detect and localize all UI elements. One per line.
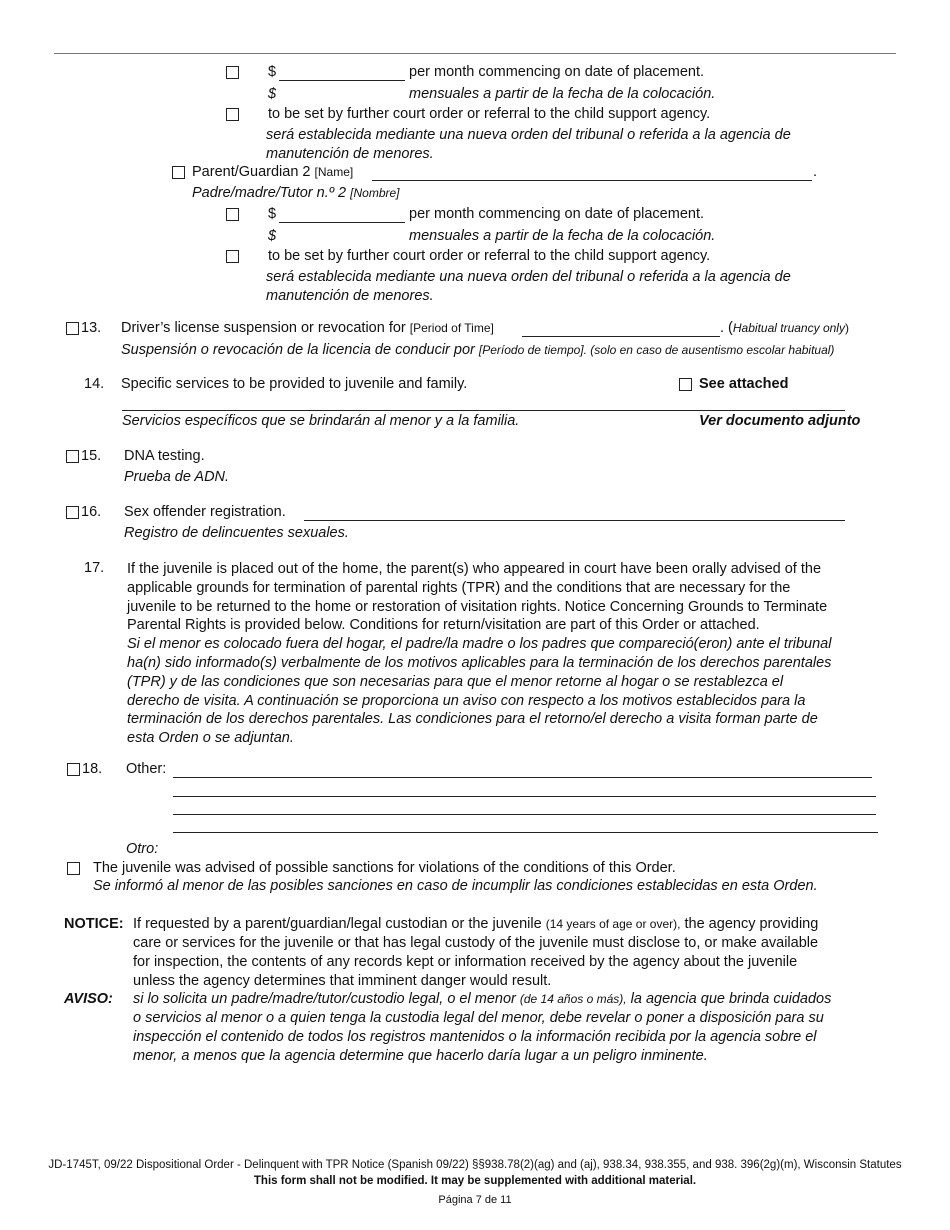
item-17-line: juvenile to be returned to the home or restoration of visitation rights. Notice Concerning Grounds to Terminate: [127, 598, 828, 615]
aviso-text: si lo solicita un padre/madre/tutor/custodio legal, o el menor: [133, 991, 516, 1007]
item-16-label-es: Registro de delincuentes sexuales.: [124, 525, 349, 541]
item-15-label: DNA testing.: [124, 448, 205, 464]
item-13-checkbox[interactable]: [66, 322, 79, 335]
item-17-line-es: (TPR) y de las condiciones que son necesarias para que el menor retorne al hogar o se restablezca el: [127, 673, 784, 690]
aviso-line-1: [133, 991, 831, 1007]
sex-offender-field[interactable]: [304, 520, 845, 521]
notice-line: for inspection, the contents of any records kept or information received by the agency about the juvenile: [133, 953, 798, 970]
item-17-line-es: ha(n) sido informado(s) verbalmente de los motivos aplicables para la terminación de los derechos parentales: [127, 654, 832, 671]
notice-age-note: (14 years of age or over),: [545, 917, 681, 931]
notice-line: unless the agency determines that imminent danger would result.: [133, 972, 552, 989]
other-field-line-2[interactable]: [173, 796, 876, 797]
form-warning: This form shall not be modified. It may be supplemented with additional material.: [253, 1175, 697, 1187]
top-rule: [54, 53, 896, 54]
aviso-paragraph: [133, 1009, 824, 1065]
dollar-sign-es: $: [268, 86, 277, 102]
services-field[interactable]: [122, 410, 845, 411]
item-16-label: Sex offender registration.: [124, 504, 286, 520]
habitual-truancy-note: Habitual truancy only: [732, 321, 845, 335]
court-order-label-es-2: manutención de menores.: [266, 146, 434, 162]
item-13-hint-es: [Período de tiempo]. (solo en caso de ausentismo escolar habitual): [478, 343, 835, 357]
court-order-label-es-2-1: será establecida mediante una nueva orden del tribunal o referida a la agencia de: [266, 269, 791, 285]
item-13-hint: [Period of Time]: [409, 321, 494, 335]
court-order-label: to be set by further court order or referral to the child support agency.: [268, 106, 711, 122]
item-14-label-es: Servicios específicos que se brindarán al menor y a la familia.: [122, 413, 520, 429]
item-13-text-es: Suspensión o revocación de la licencia de conducir por: [121, 342, 475, 358]
item-13-label-es: [121, 342, 834, 358]
parent-guardian-2-text: Parent/Guardian 2: [192, 164, 311, 180]
monthly-amount-label-es: mensuales a partir de la fecha de la colocación.: [409, 86, 716, 102]
item-17-paragraph: [127, 560, 831, 748]
monthly-amount-label: per month commencing on date of placement.: [409, 64, 704, 80]
court-order-label-2: to be set by further court order or referral to the child support agency.: [268, 248, 711, 264]
amount-field-1[interactable]: [279, 80, 405, 81]
item-14-number: 14.: [84, 376, 105, 392]
item-14-label: Specific services to be provided to juvenile and family.: [121, 376, 468, 392]
item-17-line: If the juvenile is placed out of the home, the parent(s) who appeared in court have been orally advised of the: [127, 561, 822, 577]
parent-guardian-2-checkbox[interactable]: [172, 166, 185, 179]
court-order-label-es-1: será establecida mediante una nueva orden del tribunal o referida a la agencia de: [266, 127, 791, 143]
parent-guardian-2-label-es: [192, 185, 400, 201]
item-13-text: Driver’s license suspension or revocation for: [121, 320, 406, 336]
notice-label: NOTICE:: [64, 916, 124, 932]
sanctions-label-es: Se informó al menor de las posibles sanciones en caso de incumplir las condiciones establecidas en esta Orden.: [93, 878, 818, 894]
aviso-line: inspección el contenido de todos los registros mantenidos o la información recibida por la agencia sobre el: [133, 1028, 817, 1045]
page-number: Página 7 de 11: [438, 1194, 512, 1206]
aviso-label: AVISO:: [64, 991, 113, 1007]
item-15-label-es: Prueba de ADN.: [124, 469, 230, 485]
sanctions-label: The juvenile was advised of possible sanctions for violations of the conditions of this Order.: [93, 860, 676, 876]
see-attached-label: See attached: [699, 376, 789, 392]
item-17-line-es: terminación de los derechos parentales. Las condiciones para el retorno/el derecho a visita forman parte de: [127, 711, 818, 728]
item-17-number: 17.: [84, 560, 105, 576]
aviso-age-note: (de 14 años o más),: [519, 992, 627, 1006]
item-18-label: Other:: [126, 761, 167, 777]
item-16-checkbox[interactable]: [66, 506, 79, 519]
court-order-checkbox-1[interactable]: [226, 108, 239, 121]
item-17-line: applicable grounds for termination of parental rights (TPR) and the conditions that are necessary for the: [127, 579, 791, 596]
item-17-line-es: Si el menor es colocado fuera del hogar, el padre/la madre o los padres que compareció(eron) ante el tribunal: [127, 636, 832, 653]
monthly-amount-label-es-2: mensuales a partir de la fecha de la colocación.: [409, 228, 716, 244]
see-attached-checkbox[interactable]: [679, 378, 692, 391]
name-hint: [Name]: [314, 165, 354, 179]
item-13-number: 13.: [81, 320, 102, 336]
notice-text: the agency providing: [684, 916, 819, 932]
item-17-line-es: esta Orden o se adjuntan.: [127, 730, 294, 747]
aviso-line: o servicios al menor o a quien tenga la custodia legal del menor, debe revelar o poner a disposición para su: [133, 1010, 824, 1026]
suspension-period-field[interactable]: [522, 336, 720, 337]
item-17-line-es: derecho de visita. A continuación se proporciona un aviso con respecto a los motivos establecidos para la: [127, 692, 806, 709]
monthly-amount-checkbox-1[interactable]: [226, 66, 239, 79]
other-field-line-4[interactable]: [173, 832, 878, 833]
amount-field-2[interactable]: [279, 222, 405, 223]
notice-paragraph: [133, 934, 818, 990]
aviso-text: la agencia que brinda cuidados: [630, 991, 832, 1007]
other-field-line-3[interactable]: [173, 814, 876, 815]
sanctions-checkbox[interactable]: [67, 862, 80, 875]
notice-line-1: [133, 916, 818, 932]
monthly-amount-checkbox-2[interactable]: [226, 208, 239, 221]
item-13-label: [121, 320, 494, 336]
period: .: [813, 164, 818, 180]
dollar-sign-2: $: [268, 206, 277, 222]
item-15-checkbox[interactable]: [66, 450, 79, 463]
other-field-line-1[interactable]: [173, 777, 872, 778]
name-hint-es: [Nombre]: [350, 186, 400, 200]
item-18-checkbox[interactable]: [67, 763, 80, 776]
see-attached-label-es: Ver documento adjunto: [699, 413, 861, 429]
notice-text: If requested by a parent/guardian/legal custodian or the juvenile: [133, 916, 542, 932]
item-13-note: [720, 320, 849, 336]
item-13-suffix: . (: [720, 320, 733, 336]
item-16-number: 16.: [81, 504, 102, 520]
item-18-label-es: Otro:: [126, 841, 159, 857]
parent-guardian-2-text-es: Padre/madre/Tutor n.º 2: [192, 185, 347, 201]
notice-line: care or services for the juvenile or that has legal custody of the juvenile must disclose to, or make available: [133, 935, 819, 951]
dollar-sign-es-2: $: [268, 228, 277, 244]
item-18-number: 18.: [82, 761, 103, 777]
parent-guardian-2-label: [192, 164, 353, 180]
parent-guardian-2-name-field[interactable]: [372, 180, 812, 181]
item-17-line: Parental Rights is provided below. Conditions for return/visitation are part of this Order or attached.: [127, 617, 760, 634]
court-order-checkbox-2[interactable]: [226, 250, 239, 263]
item-13-close: ): [844, 321, 849, 335]
monthly-amount-label-2: per month commencing on date of placement.: [409, 206, 704, 222]
aviso-line: menor, a menos que la agencia determine que hacerlo daría lugar a un peligro inminente.: [133, 1047, 708, 1064]
dollar-sign: $: [268, 64, 277, 80]
item-15-number: 15.: [81, 448, 102, 464]
form-citation: JD-1745T, 09/22 Dispositional Order - Delinquent with TPR Notice (Spanish 09/22) §§938.78(2)(ag) and (aj), 938.34, 938.355, and 938. 396(2g)(m), Wisconsin Statutes: [48, 1159, 902, 1171]
court-order-label-es-2-2: manutención de menores.: [266, 288, 434, 304]
